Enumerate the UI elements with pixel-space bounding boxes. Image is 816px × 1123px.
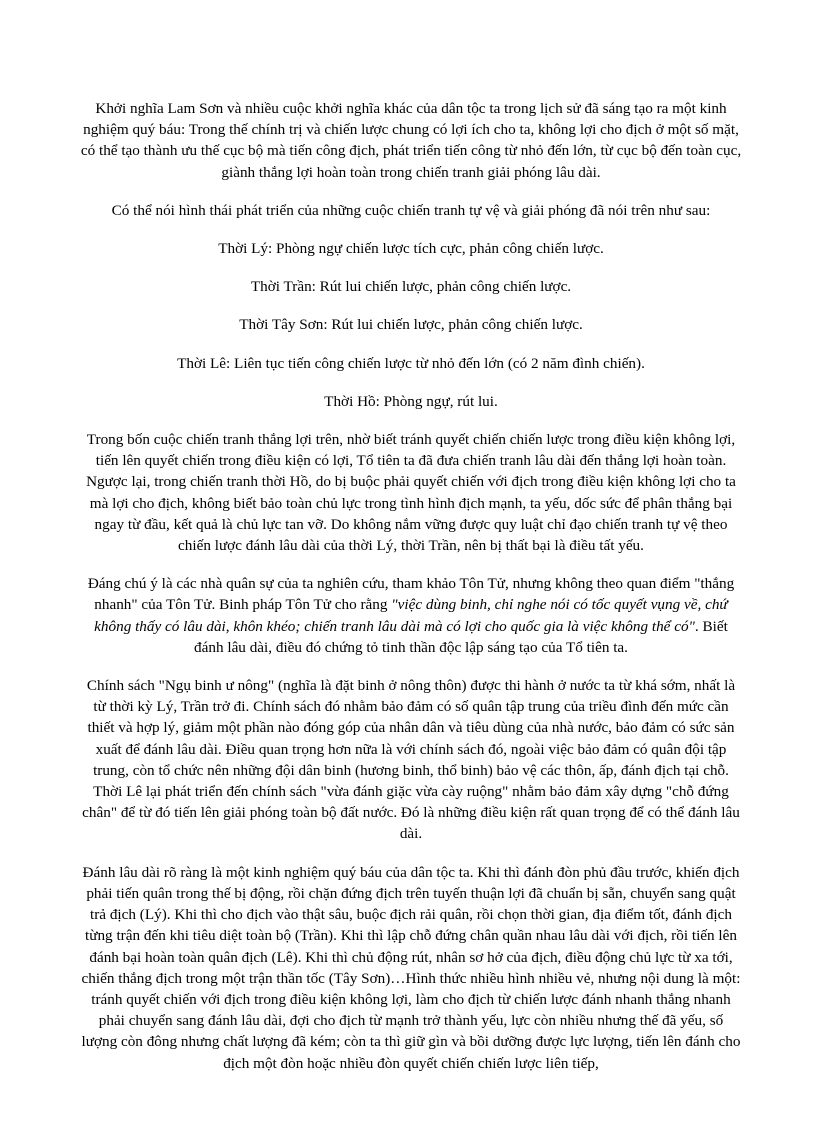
paragraph-ton-tu [80, 573, 742, 658]
paragraph-long-war: Đánh lâu dài rõ ràng là một kinh nghiệm quý báu của dân tộc ta. Khi thì đánh đòn phủ đầu trước, khiến địch phải tiến quân trong thế bị động, rồi chặn đứng địch trên tuyến thuận lợi đã chuẩn bị sẵn, chuyển sang quật trả địch (Lý). Khi thì cho địch vào thật sâu, buộc địch rải quân, rồi chọn thời gian, địa điểm tốt, đánh địch từng trận đến khi tiêu diệt toàn bộ (Trần). Khi thì lập chỗ đứng chân quần nhau lâu dài với địch, rồi tiến lên đánh bại hoàn toàn quân địch (Lê). Khi thì chủ động rút, nhân sơ hở của địch, điều động chủ lực từ xa tới, chiến thắng địch trong một trận thần tốc (Tây Sơn)…Hình thức nhiều hình nhiều vẻ, nhưng nội dung là một: tránh quyết chiến với địch trong điều kiện không lợi, làm cho địch từ chiến lược đánh nhanh thắng nhanh phải chuyển sang đánh lâu dài, đợi cho địch từ mạnh trở thành yếu, lực còn nhiều nhưng thế đã yếu, số lượng còn đông nhưng chất lượng đã kém; còn ta thì giữ gìn và bồi dưỡng được lực lượng, tiến lên đánh cho địch một đòn hoặc nhiều đòn quyết chiến chiến lược liên tiếp, [81, 863, 741, 1072]
paragraph-four-wars: Trong bốn cuộc chiến tranh thắng lợi trên, nhờ biết tránh quyết chiến chiến lược trong điều kiện không lợi, tiến lên quyết chiến trong điều kiện có lợi, Tổ tiên ta đã đưa chiến tranh lâu dài đến thắng lợi hoàn toàn. Ngược lại, trong chiến tranh thời Hồ, do bị buộc phải quyết chiến với địch trong điều kiện không lợi cho ta mà lợi cho địch, không biết bảo toàn chủ lực trong tình hình địch mạnh, ta yếu, dốc sức để phân thắng bại ngay từ đầu, kết quả là chủ lực tan vỡ. Do không nắm vững được quy luật chỉ đạo chiến tranh tự vệ theo chiến lược đánh lâu dài của thời Lý, thời Trần, nên bị thất bại là điều tất yếu. [86, 431, 736, 555]
list-item-ly: Thời Lý: Phòng ngự chiến lược tích cực, phản công chiến lược. [218, 240, 604, 258]
list-item-tran: Thời Trần: Rút lui chiến lược, phản công chiến lược. [250, 278, 572, 296]
paragraph-intro: Khởi nghĩa Lam Sơn và nhiều cuộc khởi nghĩa khác của dân tộc ta trong lịch sử đã sáng tạo ra một kinh nghiệm quý báu: Trong thế chính trị và chiến lược chung có lợi ích cho ta, không lợi cho địch ở một số mặt, có thể tạo thành ưu thế cục bộ mà tiến công địch, phát triển tiến công từ nhỏ đến lớn, từ cục bộ đến toàn cục, giành thắng lợi hoàn toàn trong chiến tranh giải phóng lâu dài. [80, 100, 742, 181]
document-page [80, 98, 742, 1091]
ton-tu-text-c: . Biết đánh lâu dài, điều đó chứng tỏ tinh thần độc lập sáng tạo của Tổ tiên ta. [194, 617, 728, 656]
paragraph-forms-intro: Có thể nói hình thái phát triển của những cuộc chiến tranh tự vệ và giải phóng đã nói trên như sau: [111, 201, 711, 219]
ton-tu-quote: "việc dùng binh, chỉ nghe nói có tốc quyết vụng về, chứ không thấy có lâu dài, khôn khéo; chiến tranh lâu dài mà có lợi cho quốc gia là việc không thể có" [94, 596, 728, 635]
paragraph-ngu-binh: Chính sách "Ngụ binh ư nông" (nghĩa là đặt binh ở nông thôn) được thi hành ở nước ta từ khá sớm, nhất là từ thời kỳ Lý, Trần trở đi. Chính sách đó nhằm bảo đảm có số quân tập trung của triều đình đến mức cần thiết và hợp lý, giảm một phần nào đóng góp của nhân dân và tiêu dùng của nhà nước, bảo đảm có sức sản xuất để đánh lâu dài. Điều quan trọng hơn nữa là với chính sách đó, ngoài việc bảo đảm có quân đội tập trung, còn tổ chức nên những đội dân binh (hương binh, thổ binh) bảo vệ các thôn, ấp, đánh địch tại chỗ. Thời Lê lại phát triển đến chính sách "vừa đánh giặc vừa cày ruộng" nhằm bảo đảm xây dựng "chỗ đứng chân" để từ đó tiến lên giải phóng toàn bộ đất nước. Đó là những điều kiện rất quan trọng để có thể đánh lâu dài. [82, 677, 740, 843]
list-item-ho: Thời Hồ: Phòng ngự, rút lui. [324, 392, 498, 410]
list-item-tay-son: Thời Tây Sơn: Rút lui chiến lược, phản công chiến lược. [239, 316, 583, 334]
list-item-le: Thời Lê: Liên tục tiến công chiến lược từ nhỏ đến lớn (có 2 năm đình chiến). [177, 354, 645, 372]
ton-tu-text-a: Đáng chú ý là các nhà quân sự của ta nghiên cứu, tham khảo Tôn Tử, nhưng không theo quan điểm "thắng nhanh" của Tôn Tử. Binh pháp Tôn Tử cho rằng [87, 575, 735, 614]
